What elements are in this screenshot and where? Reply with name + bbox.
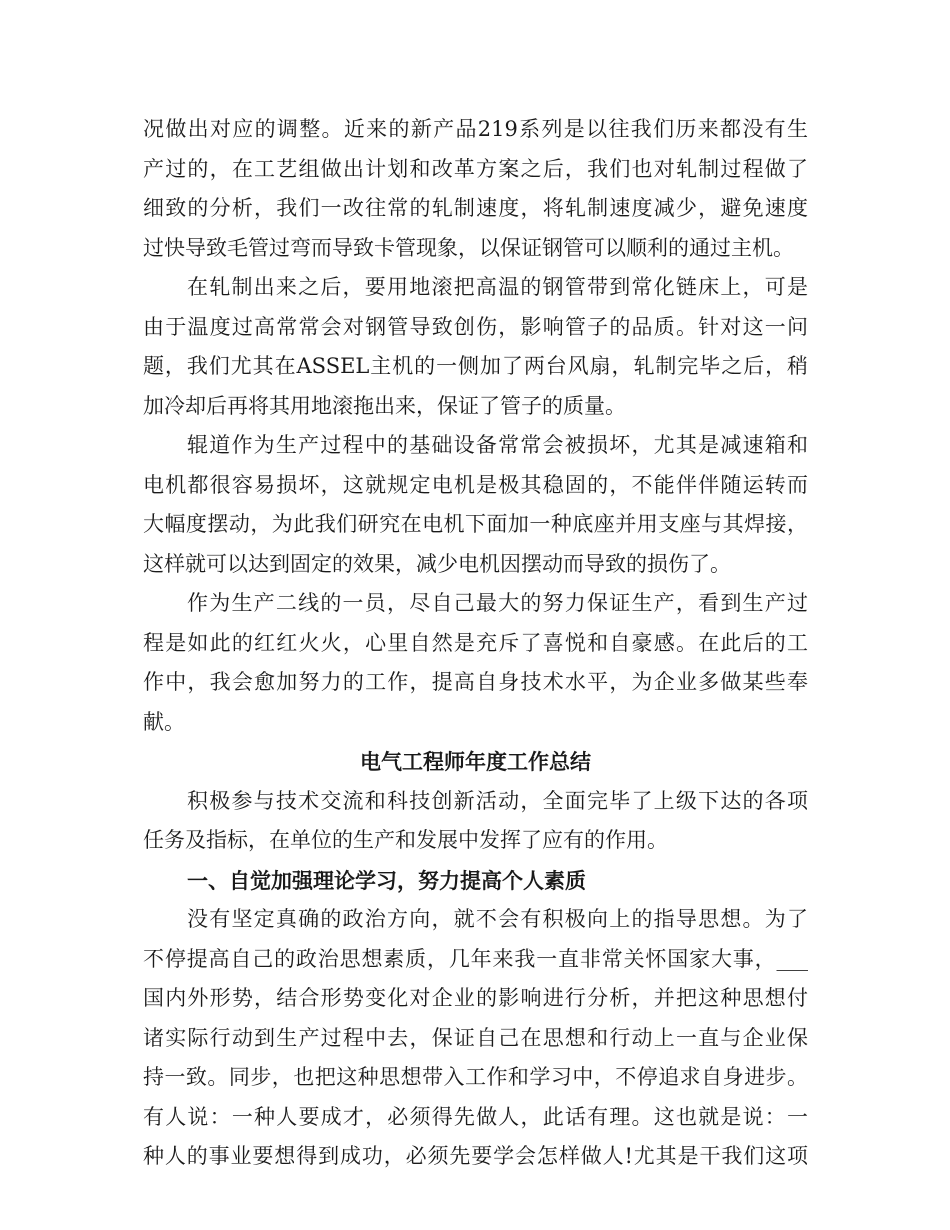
text-line: 作中，我会愈加努力的工作，提高自身技术水平，为企业多做某些奉 [143, 670, 808, 694]
paragraph-6 [143, 900, 808, 1177]
paragraph-2 [143, 268, 808, 426]
text-line: 献。 [143, 709, 185, 734]
text-line: 这样就可以达到固定的效果，减少电机因摆动而导致的损伤了。 [143, 551, 731, 576]
text-line: 任务及指标，在单位的生产和发展中发挥了应有的作用。 [143, 828, 668, 852]
text-line: 题，我们尤其在ASSEL主机的一侧加了两台风扇，轧制完毕之后，稍 [143, 354, 808, 378]
text-line: 过快导致毛管过弯而导致卡管现象，以保证钢管可以顺利的通过主机。 [143, 235, 794, 260]
text-line: 由于温度过高常常会对钢管导致创伤，影响管子的品质。针对这一问 [143, 314, 808, 339]
text-line: 程是如此的红红火火，心里自然是充斥了喜悦和自豪感。在此后的工 [143, 630, 808, 655]
document-body [143, 110, 808, 1177]
text-line: 积极参与技术交流和科技创新活动，全面完毕了上级下达的各项 [187, 788, 808, 813]
text-line: 持一致。同步，也把这种思想带入工作和学习中，不停追求自身进步。 [143, 1065, 808, 1089]
paragraph-1 [143, 110, 808, 268]
text-line: 电机都很容易损坏，这就规定电机是极其稳固的，不能伴伴随运转而 [143, 472, 808, 497]
text-line: 没有坚定真确的政治方向，就不会有积极向上的指导思想。为了 [187, 907, 808, 931]
text-line: 加冷却后再将其用地滚拖出来，保证了管子的质量。 [143, 393, 626, 418]
text-line: 细致的分析，我们一改往常的轧制速度，将轧制速度减少，避免速度 [143, 196, 808, 220]
text-line: 况做出对应的调整。近来的新产品219系列是以往我们历来都没有生 [143, 117, 808, 141]
section-heading: 一、自觉加强理论学习，努力提高个人素质 [187, 867, 586, 893]
text-line: 诸实际行动到生产过程中去，保证自己在思想和行动上一直与企业保 [143, 1025, 808, 1050]
text-line: 国内外形势，结合形势变化对企业的影响进行分析，并把这种思想付 [143, 986, 808, 1010]
paragraph-4 [143, 584, 808, 742]
text-line: 在轧制出来之后，要用地滚把高温的钢管带到常化链床上，可是 [187, 275, 808, 299]
text-line: 辊道作为生产过程中的基础设备常常会被损坏，尤其是减速箱和 [187, 433, 808, 457]
text-line: 有人说：一种人要成才，必须得先做人，此话有理。这也就是说：一 [143, 1104, 808, 1129]
paragraph-5 [143, 782, 808, 861]
document-title: 电气工程师年度工作总结 [360, 749, 591, 774]
text-line: 作为生产二线的一员，尽自己最大的努力保证生产，看到生产过 [187, 591, 808, 615]
text-line: 不停提高自己的政治思想素质，几年来我一直非常关怀国家大事，___ [143, 946, 808, 971]
paragraph-3 [143, 426, 808, 584]
text-line: 大幅度摆动，为此我们研究在电机下面加一种底座并用支座与其焊接， [143, 512, 808, 536]
text-line: 产过的，在工艺组做出计划和改革方案之后，我们也对轧制过程做了 [143, 156, 808, 181]
text-line: 种人的事业要想得到成功，必须先要学会怎样做人!尤其是干我们这项 [143, 1144, 808, 1168]
